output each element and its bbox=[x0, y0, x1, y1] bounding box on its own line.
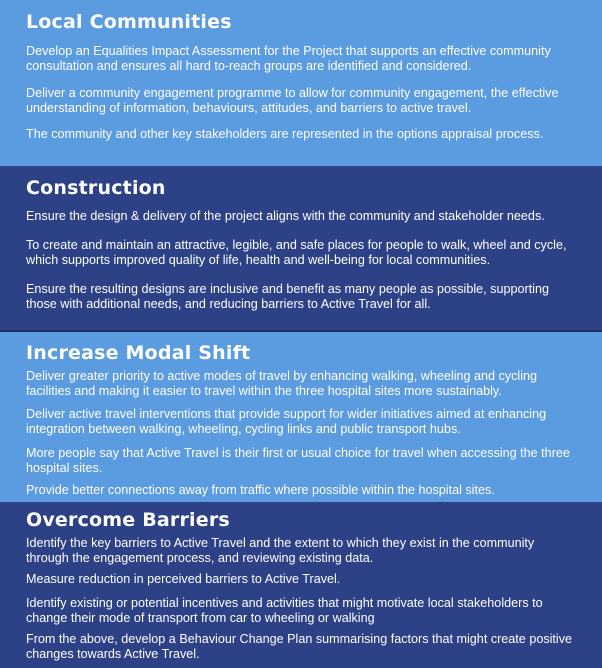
section-title: Overcome Barriers bbox=[26, 509, 230, 531]
section-paragraph: Identify the key barriers to Active Travel and the extent to which they exist in the community through the engagement process, and reviewing existing data. bbox=[26, 536, 535, 565]
section-local-communities bbox=[0, 0, 602, 166]
section-title: Local Communities bbox=[26, 11, 232, 33]
section-paragraph: Identify existing or potential incentives and activities that might motivate local stakeholders to change their mode of transport from car to wheeling or walking bbox=[26, 596, 543, 625]
section-paragraph: The community and other key stakeholders are represented in the options appraisal process. bbox=[26, 127, 544, 141]
section-title: Construction bbox=[26, 177, 166, 199]
section-overcome-barriers bbox=[0, 502, 602, 668]
section-paragraph: From the above, develop a Behaviour Change Plan summarising factors that might create positive changes towards Active Travel. bbox=[26, 632, 573, 661]
section-paragraph: Measure reduction in perceived barriers to Active Travel. bbox=[26, 572, 341, 586]
section-paragraph: Deliver active travel interventions that provide support for wider initiatives aimed at enhancing integration between walking, wheeling, cycling links and public transport hubs. bbox=[26, 407, 547, 436]
section-paragraph: Deliver a community engagement programme to allow for community engagement, the effective understanding of information, behaviours, attitudes, and barriers to active travel. bbox=[26, 86, 559, 115]
section-title: Increase Modal Shift bbox=[26, 342, 251, 364]
section-paragraph: Ensure the design & delivery of the project aligns with the community and stakeholder needs. bbox=[26, 209, 545, 223]
section-construction bbox=[0, 166, 602, 332]
section-paragraph: More people say that Active Travel is their first or usual choice for travel when accessing the three hospital sites. bbox=[26, 446, 570, 475]
section-paragraph: Ensure the resulting designs are inclusive and benefit as many people as possible, supporting those with additional needs, and reducing barriers to Active Travel for all. bbox=[26, 282, 549, 311]
section-paragraph: To create and maintain an attractive, legible, and safe places for people to walk, wheel and cycle, which supports improved quality of life, health and well-being for local communities. bbox=[26, 238, 567, 267]
section-paragraph: Develop an Equalities Impact Assessment for the Project that supports an effective community consultation and ensures all hard to-reach groups are identified and considered. bbox=[26, 44, 551, 73]
section-paragraph: Provide better connections away from traffic where possible within the hospital sites. bbox=[26, 483, 495, 497]
section-paragraph: Deliver greater priority to active modes of travel by enhancing walking, wheeling and cycling facilities and making it easier to travel within the three hospital sites more sustainably. bbox=[26, 369, 538, 398]
section-increase-modal-shift bbox=[0, 332, 602, 502]
